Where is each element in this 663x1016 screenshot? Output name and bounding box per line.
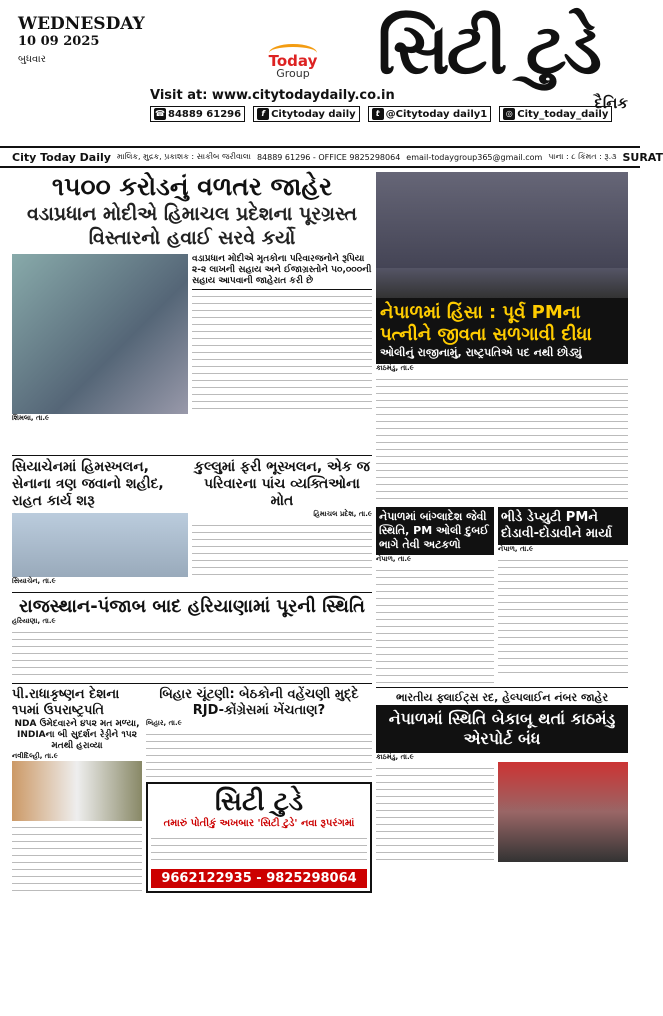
story6-headline: બિહાર ચૂંટણી: બેઠકોની વહેંચણી મુદ્દે RJD-કોંગ્રેસમાં ખેંચતાણ? [159,687,359,718]
office-line: 84889 61296 - OFFICE 9825298064 [256,152,401,162]
brand-suffix: દૈનિક [594,94,628,112]
left-column [12,172,372,893]
lead-body [192,290,372,410]
lead-dateline: શિમલા, તા.૯ [12,414,50,422]
right2-dateline: નેપાળ, તા.૯ [376,555,412,563]
right4-dateline: કાઠમંડુ, તા.૯ [376,753,414,761]
phone-icon: ☎ [155,109,165,118]
story2-dateline: સિયાચેન, તા.૯ [12,577,56,585]
ad-body [151,832,367,866]
facebook-icon: f [257,108,269,120]
email-line[interactable]: email-todaygroup365@gmail.com [406,152,543,162]
story6-dateline: બિહાર, તા.૯ [146,719,182,727]
ad-brand: સિટી ટુડે [215,787,303,817]
city-name: SURAT [622,150,663,164]
story4-headline: રાજસ્થાન-પંજાબ બાદ હરિયાણામાં પૂરની સ્થિતિ [18,596,365,617]
owner-line: માલિક, મુદ્રક, પ્રકાશક : સાકીબ જરીવાલા [116,152,251,161]
story4-dateline: હરિયાણા, તા.૯ [12,617,56,625]
day: WEDNESDAY [18,14,145,34]
story6-body [146,728,372,778]
masthead [0,0,640,148]
lead-photo-left [12,254,188,414]
phone-contact[interactable]: ☎ 84889 61296 [150,106,245,122]
instagram-icon: ◎ [503,108,515,120]
logo-arc [269,44,317,62]
story3-dateline: હિમાચલ પ્રદેશ, તા.૯ [313,510,372,518]
date-block [18,14,145,70]
date: 10 09 2025 [18,34,100,49]
nepal-crowd-photo [376,172,628,268]
story5-body [12,821,142,891]
right3-body [498,554,628,674]
lead-headline: ૧૫૦૦ કરોડનું વળતર જાહેર [51,172,333,201]
today-group-logo [263,52,323,80]
siachen-photo [12,513,188,577]
lead-subhead: વડાપ્રધાન મોદીએ હિમાચલ પ્રદેશના પૂરગ્રસ્ત વિસ્તારનો હવાઈ સરવે કર્યો [26,203,358,249]
logo-today-text: Today [268,52,318,70]
right1-box [376,298,628,364]
ad-tagline: તમારું પોતીકું અખબાર 'સિટી ટુડે' નવા રૂપરંગમાં [163,818,355,829]
nepal-fire-photo [376,268,628,298]
ad-phones: 9662122935 - 9825298064 [151,869,367,888]
right1-body [376,373,628,503]
ad-box [146,782,372,893]
radhakrishnan-photo [12,761,142,821]
logo-group-text: Group [276,67,310,80]
social-bar [150,106,612,122]
story5-dateline: નવીદિલ્હી, તા.૯ [12,752,58,760]
right4-kicker: ભારતીય ફ્લાઈટ્સ રદ, હેલ્પલાઈન નંબર જાહેર [395,691,609,704]
instagram-contact[interactable]: ◎ City_today_daily [499,106,612,122]
twitter-contact[interactable]: t @Citytoday daily1 [368,106,492,122]
website-line[interactable]: Visit at: www.citytodaydaily.co.in [150,88,395,103]
right2-body [376,564,494,684]
right4-headline: નેપાળમાં સ્થિતિ બેકાબૂ થતાં કાઠમંડુ એરપોર્ટ બંધ [376,705,628,753]
kathmandu-photo [498,762,628,862]
brand-title: સિટી ટુડે [377,8,599,90]
story5-headline: પી.રાધાકૃષ્ણન દેશના ૧૫માં ઉપરાષ્ટ્રપતિ [12,687,120,718]
story3-headline: કુલ્લુમાં ફરી ભૂસ્ખલન, એક જ પરિવારના પાંચ વ્યક્તિઓના મોત [194,459,370,509]
lead-inset: વડાપ્રધાન મોદીએ મૃતકોના પરિવારજનોને રૂપિયા ૨-૨ લાખની સહાય અને ઈજાગ્રસ્તોને ૫૦,૦૦૦ની સહાય આપવાની જાહેરાત કરી છે [192,254,372,290]
story3-body [192,519,372,579]
right1-headline: નેપાળમાં હિંસા : પૂર્વ PMના પત્નીને જીવતા સળગાવી દીધા [380,302,592,345]
right2-headline: નેપાળમાં બાંગ્લાદેશ જેવી સ્થિતિ, PM ઓલી દુબઈ ભાગે તેવી અટકળો [376,507,494,555]
paper-name: City Today Daily [12,150,111,164]
day-gujarati: બુધવાર [18,54,46,65]
right-column [376,172,628,862]
story5-sub: NDA ઉમેદવારને ૪૫૨ મત મળ્યા, INDIAના બી સુદર્શન રેડ્ડીને ૧૫૨ મતથી હરાવ્યા [14,719,140,751]
facebook-contact[interactable]: f Citytoday daily [253,106,360,122]
right3-headline: ભીડે ડેપ્યુટી PMને દોડાવી-દોડાવીને માર્યા [498,507,628,545]
story2-headline: સિયાચેનમાં હિમસ્ખલન, સેનાના ત્રણ જવાનો શહીદ, રાહત કાર્ય શરૂ [12,459,164,509]
story4-body [12,626,372,680]
right3-dateline: નેપાળ, તા.૯ [498,545,534,553]
right1-sub: ઓલીનું રાજીનામું, રાષ્ટ્રપતિએ પદ નથી છોડ્યું [380,346,582,359]
right4-body [376,762,494,862]
issue-line: પાના : ૮ કિંમત : રૂ.૩ [548,152,617,161]
twitter-icon: t [372,108,384,120]
info-bar [0,148,663,168]
right1-dateline: કાઠમંડુ, તા.૯ [376,364,414,372]
